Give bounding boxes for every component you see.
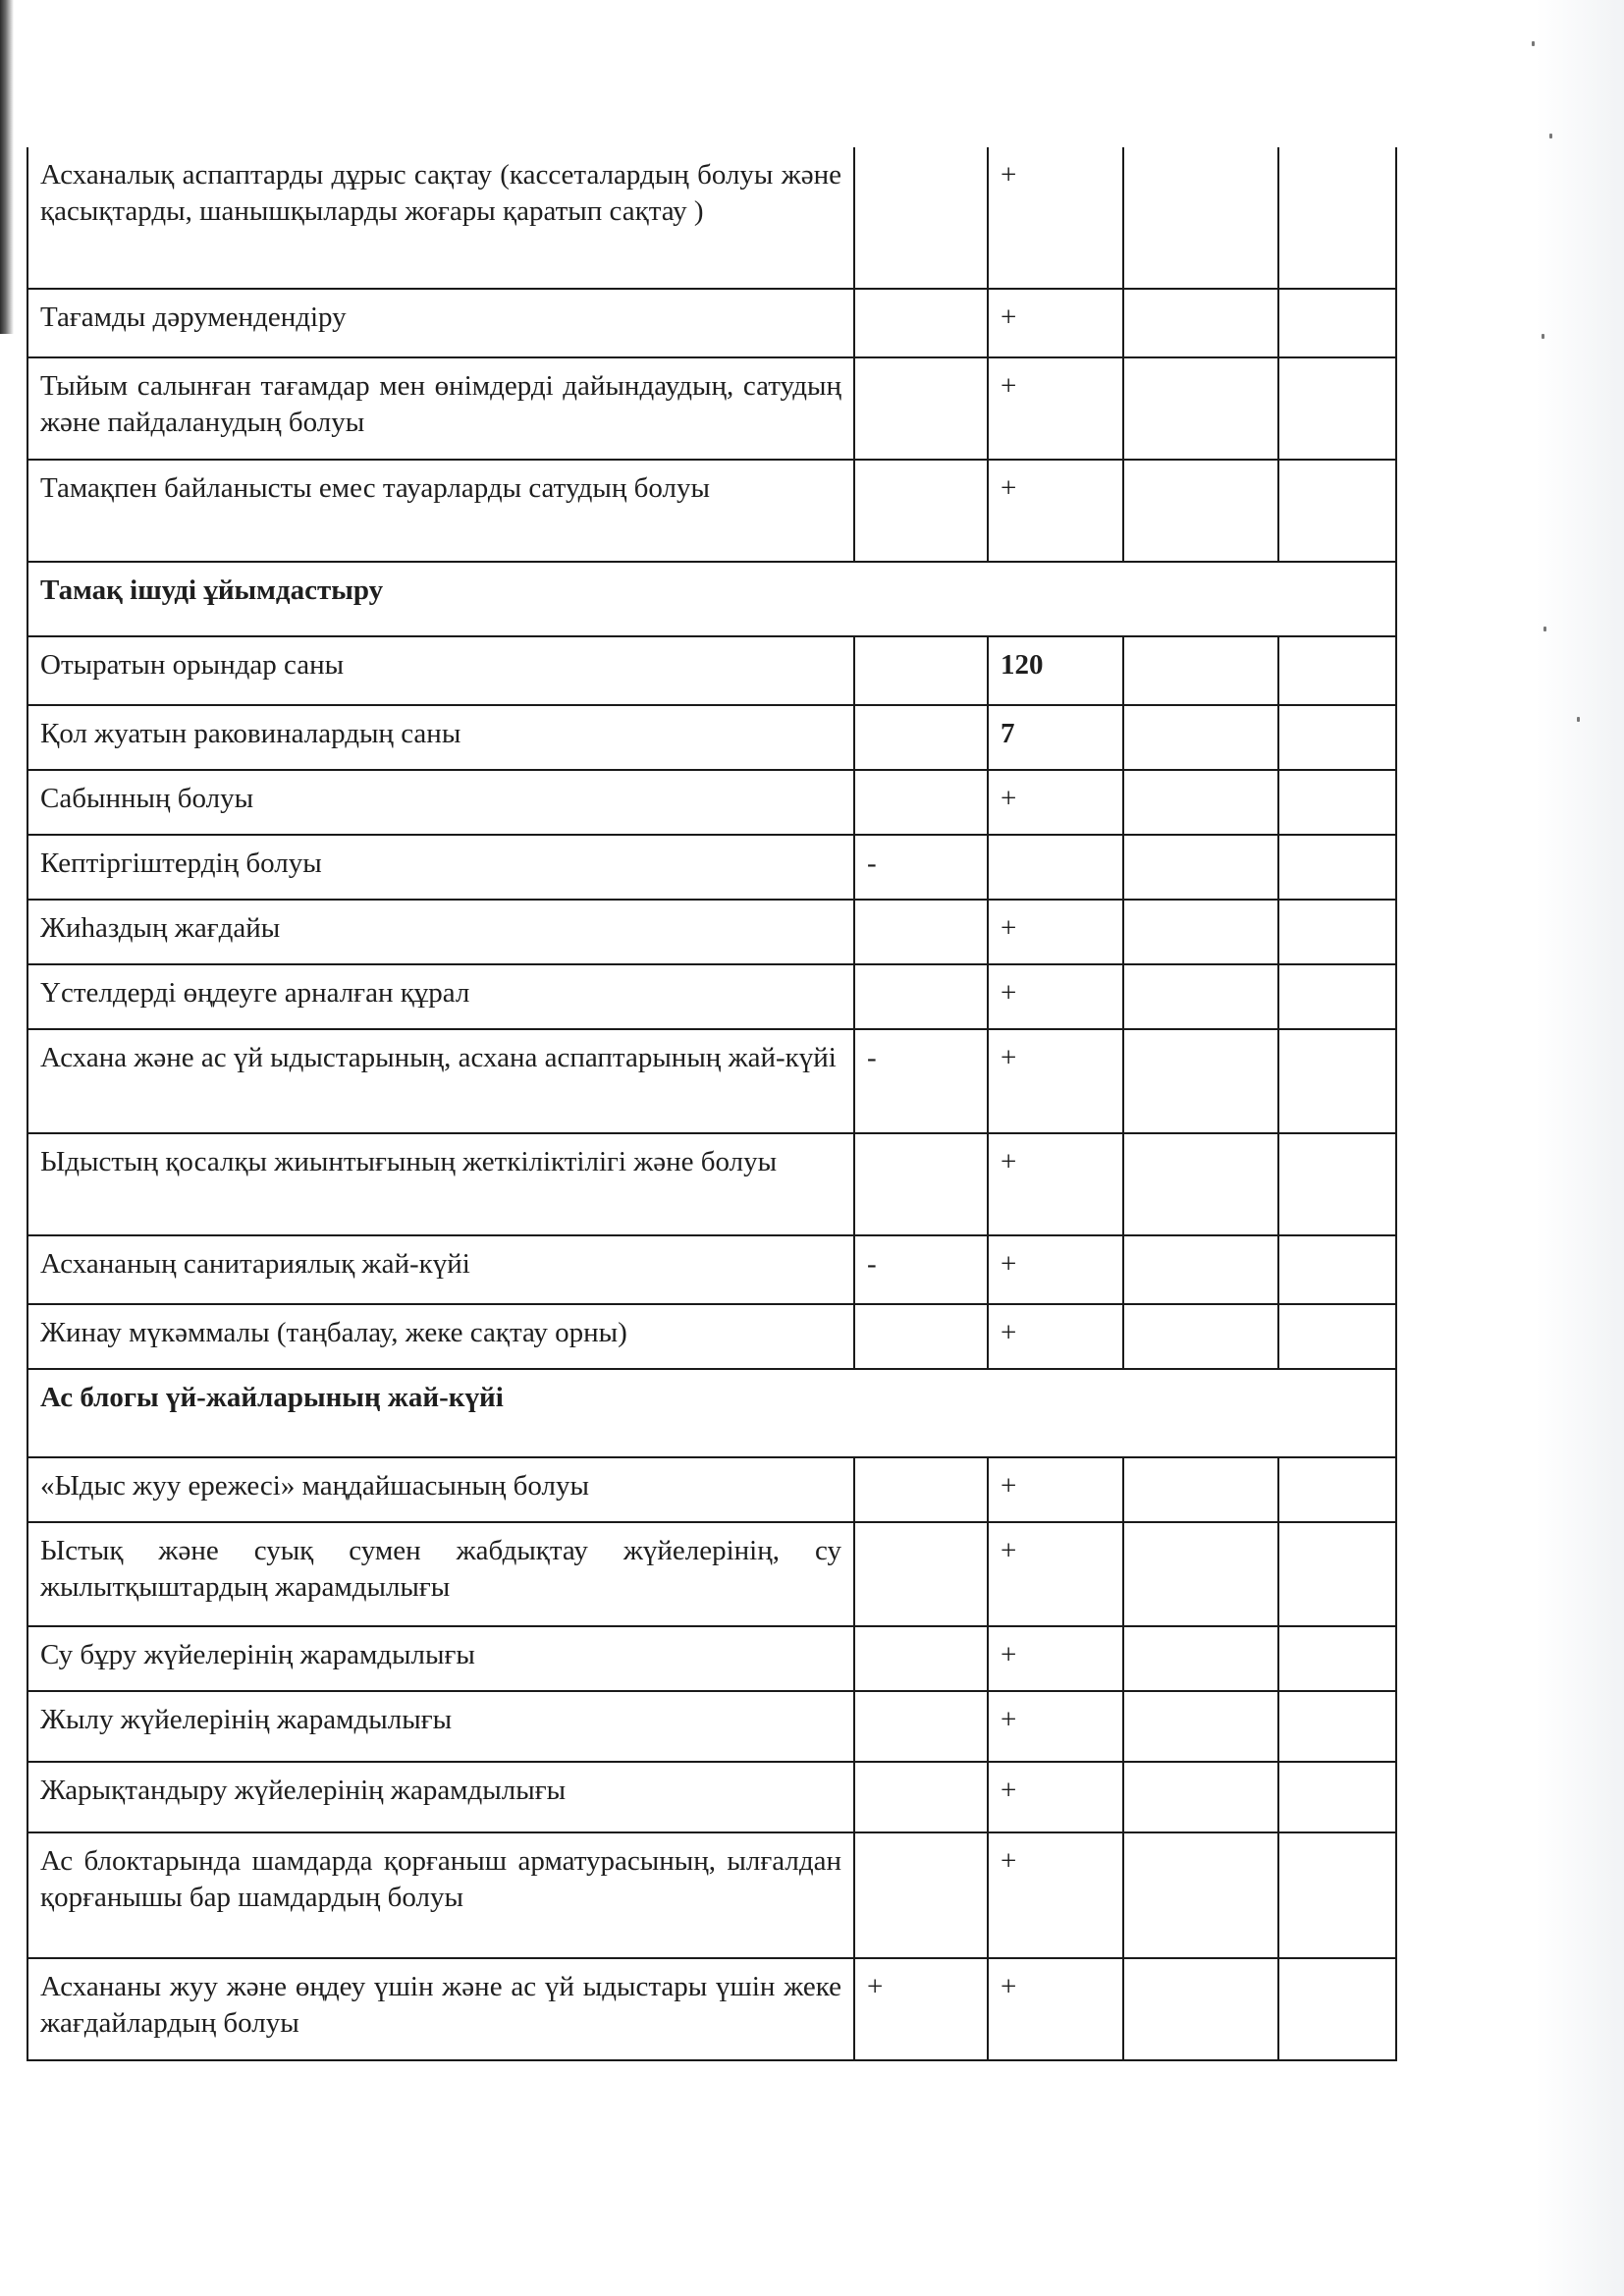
empty-cell bbox=[1123, 1762, 1278, 1832]
criterion-cell: Асхана және ас үй ыдыстарының, асхана аспаптарының жай-күйі bbox=[27, 1029, 854, 1133]
mark-cell-1 bbox=[854, 636, 988, 705]
mark-cell-1 bbox=[854, 770, 988, 835]
empty-cell bbox=[1123, 900, 1278, 964]
empty-cell bbox=[1123, 357, 1278, 460]
empty-cell bbox=[1278, 964, 1396, 1029]
mark-cell-2: + bbox=[988, 1457, 1123, 1522]
table-row bbox=[27, 900, 1396, 964]
mark-cell-1 bbox=[854, 1691, 988, 1762]
criterion-cell: Сабынның болуы bbox=[27, 770, 854, 835]
mark-cell-2 bbox=[988, 835, 1123, 900]
criterion-cell: Жинау мүкәммалы (таңбалау, жеке сақтау орны) bbox=[27, 1304, 854, 1369]
empty-cell bbox=[1278, 147, 1396, 289]
empty-cell bbox=[1123, 147, 1278, 289]
mark-cell-2: + bbox=[988, 1626, 1123, 1691]
mark-cell-1 bbox=[854, 1832, 988, 1958]
table-row bbox=[27, 1626, 1396, 1691]
mark-cell-2: 7 bbox=[988, 705, 1123, 770]
mark-cell-1 bbox=[854, 1133, 988, 1235]
table-row bbox=[27, 1457, 1396, 1522]
mark-cell-2: + bbox=[988, 357, 1123, 460]
criterion-cell: Су бұру жүйелерінің жарамдылығы bbox=[27, 1626, 854, 1691]
table-row bbox=[27, 770, 1396, 835]
scan-speck bbox=[1542, 334, 1544, 339]
scan-speck bbox=[1543, 627, 1546, 631]
mark-cell-1: + bbox=[854, 1958, 988, 2060]
empty-cell bbox=[1278, 1457, 1396, 1522]
criterion-cell: Тағамды дәрумендендіру bbox=[27, 289, 854, 357]
empty-cell bbox=[1278, 900, 1396, 964]
empty-cell bbox=[1278, 1235, 1396, 1304]
criterion-cell: Асхананы жуу және өңдеу үшін және ас үй ыдыстары үшін жеке жағдайлардың болуы bbox=[27, 1958, 854, 2060]
mark-cell-2: + bbox=[988, 900, 1123, 964]
mark-cell-1 bbox=[854, 1304, 988, 1369]
mark-cell-2: 120 bbox=[988, 636, 1123, 705]
empty-cell bbox=[1278, 1522, 1396, 1626]
table-row bbox=[27, 1029, 1396, 1133]
criterion-cell: Асхананың санитариялық жай-күйі bbox=[27, 1235, 854, 1304]
mark-cell-2: + bbox=[988, 1235, 1123, 1304]
mark-cell-2: + bbox=[988, 1029, 1123, 1133]
criterion-cell: Ыдыстың қосалқы жиынтығының жеткіліктілігі және болуы bbox=[27, 1133, 854, 1235]
empty-cell bbox=[1278, 835, 1396, 900]
criterion-cell: Кептіргіштердің болуы bbox=[27, 835, 854, 900]
empty-cell bbox=[1278, 1958, 1396, 2060]
empty-cell bbox=[1123, 835, 1278, 900]
mark-cell-1 bbox=[854, 1457, 988, 1522]
section-header: Тамақ ішуді ұйымдастыру bbox=[27, 562, 1396, 636]
criterion-cell: Жылу жүйелерінің жарамдылығы bbox=[27, 1691, 854, 1762]
empty-cell bbox=[1123, 1522, 1278, 1626]
empty-cell bbox=[1278, 289, 1396, 357]
mark-cell-2: + bbox=[988, 1762, 1123, 1832]
criterion-cell: Үстелдерді өңдеуге арналған құрал bbox=[27, 964, 854, 1029]
criterion-cell: «Ыдыс жуу ережесі» маңдайшасының болуы bbox=[27, 1457, 854, 1522]
table-row bbox=[27, 964, 1396, 1029]
scan-shadow-left bbox=[0, 0, 14, 334]
table-row bbox=[27, 460, 1396, 562]
scan-shadow-right bbox=[1536, 0, 1624, 2296]
criterion-cell: Асханалық аспаптарды дұрыс сақтау (кассеталардың болуы және қасықтарды, шанышқыларды жоғары қаратып сақтау ) bbox=[27, 147, 854, 289]
criterion-cell: Ыстық және суық сумен жабдықтау жүйелерінің, су жылытқыштардың жарамдылығы bbox=[27, 1522, 854, 1626]
mark-cell-2: + bbox=[988, 770, 1123, 835]
mark-cell-2: + bbox=[988, 1133, 1123, 1235]
inspection-table-body bbox=[27, 147, 1396, 2060]
empty-cell bbox=[1278, 1304, 1396, 1369]
empty-cell bbox=[1123, 1457, 1278, 1522]
empty-cell bbox=[1123, 1958, 1278, 2060]
mark-cell-2: + bbox=[988, 1304, 1123, 1369]
empty-cell bbox=[1123, 1626, 1278, 1691]
mark-cell-2: + bbox=[988, 1522, 1123, 1626]
section-header-row bbox=[27, 1369, 1396, 1457]
mark-cell-2: + bbox=[988, 1691, 1123, 1762]
table-row bbox=[27, 705, 1396, 770]
criterion-cell: Қол жуатын раковиналардың саны bbox=[27, 705, 854, 770]
criterion-cell: Отыратын орындар саны bbox=[27, 636, 854, 705]
mark-cell-1 bbox=[854, 147, 988, 289]
empty-cell bbox=[1123, 636, 1278, 705]
table-row bbox=[27, 1235, 1396, 1304]
mark-cell-1 bbox=[854, 1626, 988, 1691]
empty-cell bbox=[1278, 1133, 1396, 1235]
table-row bbox=[27, 1304, 1396, 1369]
criterion-cell: Ас блоктарында шамдарда қорғаныш арматурасының, ылғалдан қорғанышы бар шамдардың болуы bbox=[27, 1832, 854, 1958]
empty-cell bbox=[1123, 1235, 1278, 1304]
empty-cell bbox=[1278, 1832, 1396, 1958]
section-header-row bbox=[27, 562, 1396, 636]
mark-cell-1 bbox=[854, 357, 988, 460]
mark-cell-1 bbox=[854, 964, 988, 1029]
scan-speck bbox=[1532, 41, 1535, 46]
empty-cell bbox=[1123, 1832, 1278, 1958]
table-row bbox=[27, 1762, 1396, 1832]
empty-cell bbox=[1278, 705, 1396, 770]
mark-cell-1: - bbox=[854, 1235, 988, 1304]
empty-cell bbox=[1123, 289, 1278, 357]
table-row bbox=[27, 1958, 1396, 2060]
mark-cell-1 bbox=[854, 900, 988, 964]
mark-cell-2: + bbox=[988, 460, 1123, 562]
mark-cell-2: + bbox=[988, 1958, 1123, 2060]
empty-cell bbox=[1278, 1691, 1396, 1762]
table-row bbox=[27, 289, 1396, 357]
table-row bbox=[27, 1691, 1396, 1762]
mark-cell-1: - bbox=[854, 1029, 988, 1133]
empty-cell bbox=[1123, 1133, 1278, 1235]
empty-cell bbox=[1278, 1626, 1396, 1691]
empty-cell bbox=[1123, 1691, 1278, 1762]
empty-cell bbox=[1278, 770, 1396, 835]
mark-cell-1: - bbox=[854, 835, 988, 900]
empty-cell bbox=[1123, 770, 1278, 835]
table-row bbox=[27, 1133, 1396, 1235]
empty-cell bbox=[1123, 964, 1278, 1029]
table-row bbox=[27, 1832, 1396, 1958]
empty-cell bbox=[1123, 460, 1278, 562]
table-row bbox=[27, 835, 1396, 900]
mark-cell-1 bbox=[854, 1522, 988, 1626]
empty-cell bbox=[1278, 1762, 1396, 1832]
scan-speck bbox=[1577, 717, 1580, 722]
empty-cell bbox=[1278, 460, 1396, 562]
criterion-cell: Жарықтандыру жүйелерінің жарамдылығы bbox=[27, 1762, 854, 1832]
mark-cell-2: + bbox=[988, 1832, 1123, 1958]
criterion-cell: Тыйым салынған тағамдар мен өнімдерді дайындаудың, сатудың және пайдаланудың болуы bbox=[27, 357, 854, 460]
mark-cell-1 bbox=[854, 460, 988, 562]
inspection-table bbox=[27, 147, 1397, 2061]
mark-cell-1 bbox=[854, 1762, 988, 1832]
mark-cell-1 bbox=[854, 289, 988, 357]
mark-cell-1 bbox=[854, 705, 988, 770]
mark-cell-2: + bbox=[988, 964, 1123, 1029]
section-header: Ас блогы үй-жайларының жай-күйі bbox=[27, 1369, 1396, 1457]
table-row bbox=[27, 636, 1396, 705]
mark-cell-2: + bbox=[988, 289, 1123, 357]
table-row bbox=[27, 357, 1396, 460]
criterion-cell: Жиһаздың жағдайы bbox=[27, 900, 854, 964]
empty-cell bbox=[1278, 357, 1396, 460]
empty-cell bbox=[1278, 1029, 1396, 1133]
table-row bbox=[27, 147, 1396, 289]
empty-cell bbox=[1123, 705, 1278, 770]
empty-cell bbox=[1123, 1304, 1278, 1369]
criterion-cell: Тамақпен байланысты емес тауарларды сатудың болуы bbox=[27, 460, 854, 562]
mark-cell-2: + bbox=[988, 147, 1123, 289]
table-row bbox=[27, 1522, 1396, 1626]
empty-cell bbox=[1123, 1029, 1278, 1133]
scan-speck bbox=[1549, 134, 1552, 138]
empty-cell bbox=[1278, 636, 1396, 705]
